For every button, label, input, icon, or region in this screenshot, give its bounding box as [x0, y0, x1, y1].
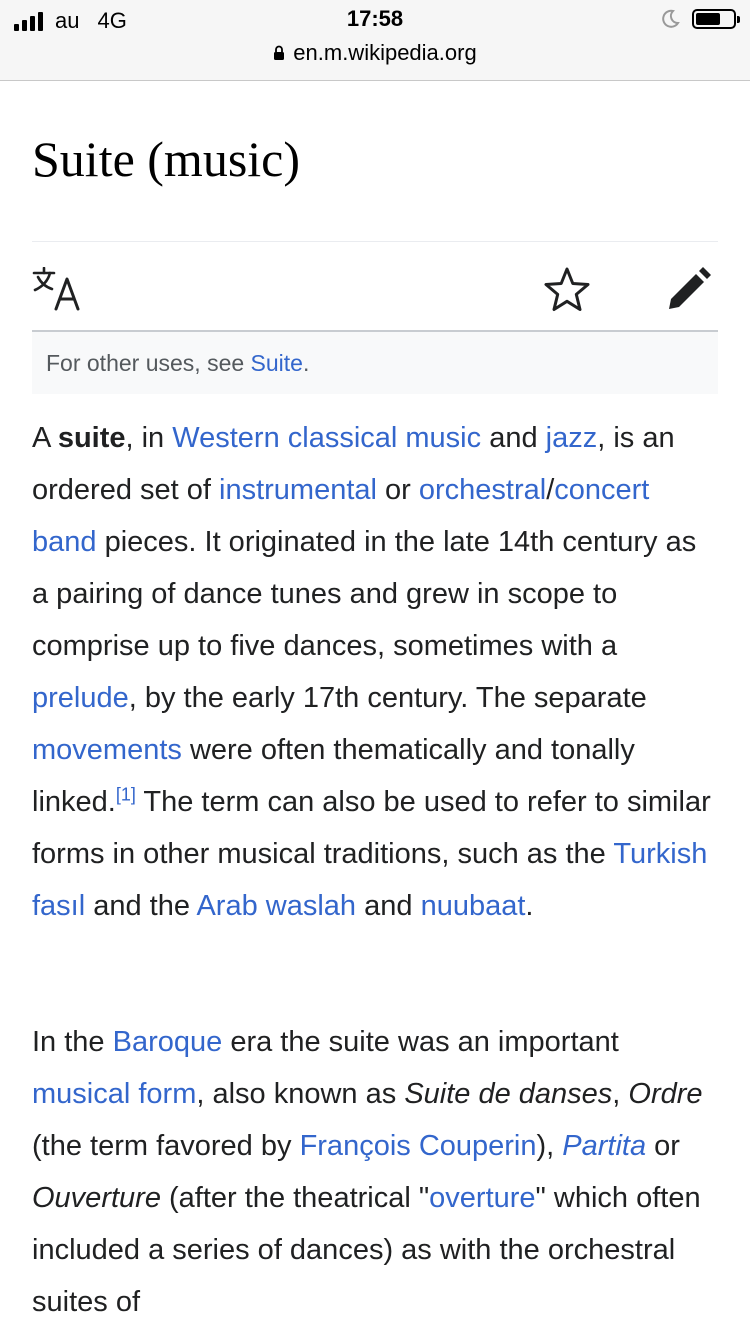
link-instrumental[interactable]: instrumental	[219, 474, 377, 506]
hatnote-suffix: .	[302, 350, 310, 376]
text: or	[376, 474, 419, 506]
text: , in	[125, 422, 173, 454]
text: , is an ordered set of	[32, 422, 675, 506]
translate-icon	[32, 267, 82, 311]
url-text: en.m.wikipedia.org	[293, 40, 477, 65]
link-musical-form[interactable]: musical form	[32, 1078, 197, 1110]
hatnote-link-suite[interactable]: Suite	[250, 350, 303, 376]
address-bar[interactable]	[0, 40, 750, 66]
text: .	[525, 890, 534, 922]
link-concert-band[interactable]: concert band	[32, 474, 650, 558]
status-right	[660, 9, 736, 29]
hatnote	[32, 332, 718, 394]
link-movements[interactable]: movements	[32, 734, 182, 766]
text: A	[32, 422, 58, 454]
text: era the suite was an important	[222, 1026, 619, 1058]
italic-ordre: Ordre	[628, 1078, 703, 1110]
italic-partita: Partita	[562, 1130, 647, 1162]
star-outline-icon	[543, 266, 591, 312]
text: and	[481, 422, 546, 454]
battery-icon	[692, 9, 736, 29]
edit-button[interactable]	[664, 264, 714, 314]
text: pieces. It originated in the late 14th century as a pairing of dance tunes and grew in scope to comprise up to five dances, sometimes with a	[32, 526, 697, 662]
page-title: Suite (music)	[32, 131, 301, 187]
lock-icon	[273, 45, 285, 61]
link-baroque[interactable]: Baroque	[112, 1026, 223, 1058]
text: In the	[32, 1026, 113, 1058]
text: and the	[85, 890, 197, 922]
link-overture[interactable]: overture	[429, 1182, 536, 1214]
status-time: 17:58	[346, 6, 404, 31]
language-button[interactable]	[32, 264, 82, 314]
link-partita[interactable]	[562, 1130, 646, 1162]
hatnote-text: For other uses, see	[46, 350, 251, 376]
network-type: 4G	[97, 8, 127, 33]
text: The term can also be used to refer to similar forms in other musical traditions, such as the	[32, 786, 711, 870]
link-jazz[interactable]: jazz	[545, 422, 598, 454]
link-francois-couperin[interactable]: François Couperin	[299, 1130, 537, 1162]
italic-ouverture: Ouverture	[32, 1182, 161, 1214]
italic-suite-de-danses: Suite de danses	[404, 1078, 613, 1110]
text: ,	[612, 1078, 629, 1110]
text: (the term favored by	[32, 1130, 300, 1162]
bold-term-suite: suite	[57, 422, 126, 454]
link-nuubaat[interactable]: nuubaat	[420, 890, 526, 922]
link-western-classical-music[interactable]: Western classical music	[172, 422, 482, 454]
article-paragraph-1	[32, 412, 718, 932]
pencil-icon	[665, 265, 713, 313]
watch-star-button[interactable]	[542, 264, 592, 314]
link-turkish-fasil[interactable]: Turkish fasıl	[32, 838, 708, 922]
text: " which often included a series of dances) as with the orchestral suites of	[32, 1182, 701, 1318]
text: and	[356, 890, 421, 922]
reference-1[interactable]: [1]	[115, 784, 136, 805]
link-prelude[interactable]: prelude	[32, 682, 129, 714]
carrier-name: au	[55, 8, 80, 33]
text: , by the early 17th century. The separate	[128, 682, 647, 714]
page-actions	[32, 242, 718, 330]
status-bar	[0, 0, 750, 81]
text: were often thematically and tonally linked.	[32, 734, 635, 818]
article-paragraph-2	[32, 1016, 718, 1328]
text: ),	[536, 1130, 563, 1162]
link-orchestral[interactable]: orchestral	[418, 474, 547, 506]
moon-icon	[660, 9, 680, 29]
text: , also known as	[196, 1078, 405, 1110]
text: /	[546, 474, 555, 506]
text: (after the theatrical "	[160, 1182, 430, 1214]
link-arab-waslah[interactable]: Arab waslah	[196, 890, 357, 922]
text: or	[646, 1130, 680, 1162]
